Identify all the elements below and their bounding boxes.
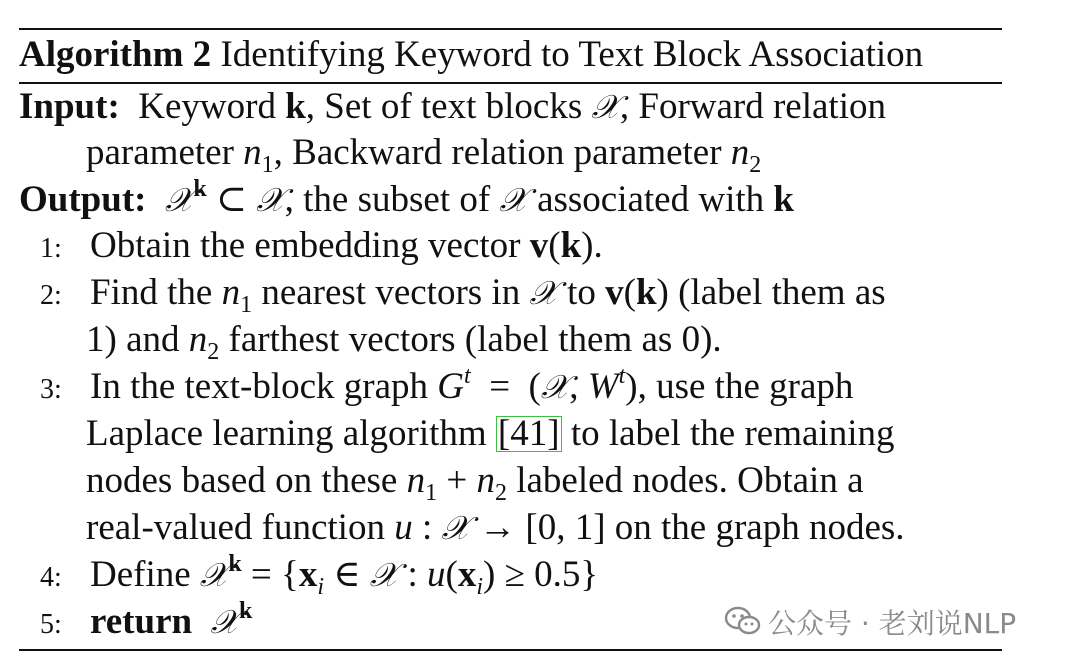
step-2-cont: 1) and $n_2$ farthest vectors (label them as 0). [86, 319, 722, 365]
step-number: 4: [40, 562, 62, 593]
input-label: Input: [19, 86, 120, 127]
algorithm-header [19, 33, 923, 77]
input-text-1: Keyword k, Set of text blocks 𝒳, Forward relation [129, 86, 886, 127]
output-label: Output: [19, 179, 147, 220]
step-number: 5: [40, 609, 62, 640]
return-keyword: return [90, 601, 193, 642]
step-3-cont-2: nodes based on these $n_1 + n_2$ labeled nodes. Obtain a [86, 460, 864, 506]
citation-link[interactable]: [41] [497, 413, 560, 454]
step-number: 3: [40, 374, 62, 405]
step-4: 4: Define 𝒳$^k$ = {$x_i$ ∈ 𝒳 : $u(x_i) \ge 0.5$} [40, 551, 599, 600]
input-line-1 [19, 85, 886, 129]
step-2: 2: Find the $n_1$ nearest vectors in 𝒳 to v(k) (label them as [40, 272, 886, 318]
step-3: 3: In the text-block graph $G^t$ = (𝒳, $W^t$), use the graph [40, 365, 853, 412]
top-rule [19, 28, 1002, 30]
step-number: 1: [40, 233, 62, 264]
step-number: 2: [40, 280, 62, 311]
algorithm-label: Algorithm 2 [19, 34, 212, 75]
input-line-2: parameter $n_1$, Backward relation parameter $n_2$ [86, 132, 762, 178]
step-3-cont-1: Laplace learning algorithm [41] to label the remaining [86, 413, 895, 454]
header-rule [19, 82, 1002, 84]
watermark [724, 602, 1016, 644]
output-line [19, 178, 794, 222]
output-text: 𝒳$^k$ ⊂ 𝒳, the subset of 𝒳 associated with k [164, 176, 794, 220]
algorithm-title: Identifying Keyword to Text Block Association [220, 34, 924, 75]
step-3-cont-3: real-valued function u : 𝒳 → [0, 1] on the graph nodes. [86, 507, 905, 548]
watermark-text: 公众号 · 老刘说NLP [768, 607, 1017, 640]
step-5: 5: return 𝒳$^k$ [40, 600, 252, 647]
step-1: 1: Obtain the embedding vector v(k). [40, 224, 603, 271]
wechat-icon [724, 605, 762, 644]
bottom-rule [19, 649, 1002, 651]
